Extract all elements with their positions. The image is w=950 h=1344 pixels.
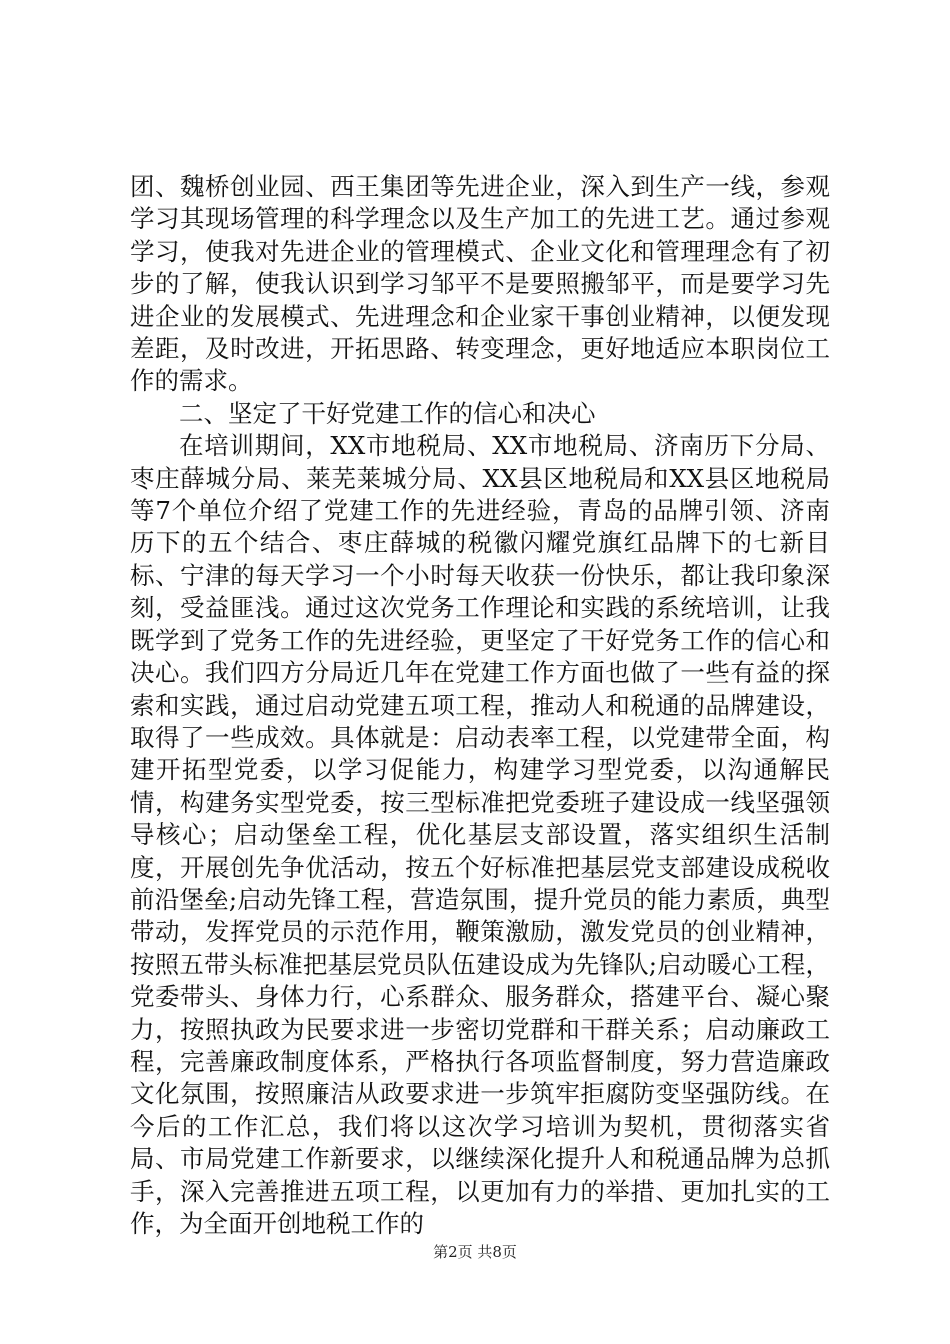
page-number: 第2页 共8页 [433, 1243, 517, 1261]
paragraph-continuation: 团、魏桥创业园、西王集团等先进企业，深入到生产一线，参观学习其现场管理的科学理念以及生产加工的先进工艺。通过参观学习，使我对先进企业的管理模式、企业文化和管理理念有了初步的了解，使我认识到学习邹平不是要照搬邹平，而是要学习先进企业的发展模式、先进理念和企业家干事创业精神，以便发现差距，及时改进，开拓思路、转变理念，更好地适应本职岗位工作的需求。 [130, 172, 830, 396]
document-body [130, 171, 830, 1240]
paragraph-training: 在培训期间，XX市地税局、XX市地税局、济南历下分局、枣庄薛城分局、莱芜莱城分局、XX县区地税局和XX县区地税局等7个单位介绍了党建工作的先进经验，青岛的品牌引领、济南历下的五个结合、枣庄薛城的税徽闪耀党旗红品牌下的七新目标、宁津的每天学习一个小时每天收获一份快乐，都让我印象深刻，受益匪浅。通过这次党务工作理论和实践的系统培训，让我既学到了党务工作的先进经验，更坚定了干好党务工作的信心和决心。我们四方分局近几年在党建工作方面也做了一些有益的探索和实践，通过启动党建五项工程，推动人和税通的品牌建设，取得了一些成效。具体就是：启动表率工程，以党建带全面，构建开拓型党委，以学习促能力，构建学习型党委，以沟通解民情，构建务实型党委，按三型标准把党委班子建设成一线坚强领导核心；启动堡垒工程，优化基层支部设置，落实组织生活制度，开展创先争优活动，按五个好标准把基层党支部建设成税收前沿堡垒;启动先锋工程，营造氛围，提升党员的能力素质，典型带动，发挥党员的示范作用，鞭策激励，激发党员的创业精神，按照五带头标准把基层党员队伍建设成为先锋队;启动暖心工程，党委带头、身体力行，心系群众、服务群众，搭建平台、凝心聚力，按照执政为民要求进一步密切党群和干群关系；启动廉政工程，完善廉政制度体系，严格执行各项监督制度，努力营造廉政文化氛围，按照廉洁从政要求进一步筑牢拒腐防变坚强防线。在今后的工作汇总，我们将以这次学习培训为契机，贯彻落实省局、市局党建工作新要求，以继续深化提升人和税通品牌为总抓手，深入完善推进五项工程，以更加有力的举措、更加扎实的工作，为全面开创地税工作的 [130, 431, 830, 1238]
section-heading: 二、坚定了干好党建工作的信心和决心 [179, 398, 596, 428]
page-footer [0, 1242, 950, 1262]
